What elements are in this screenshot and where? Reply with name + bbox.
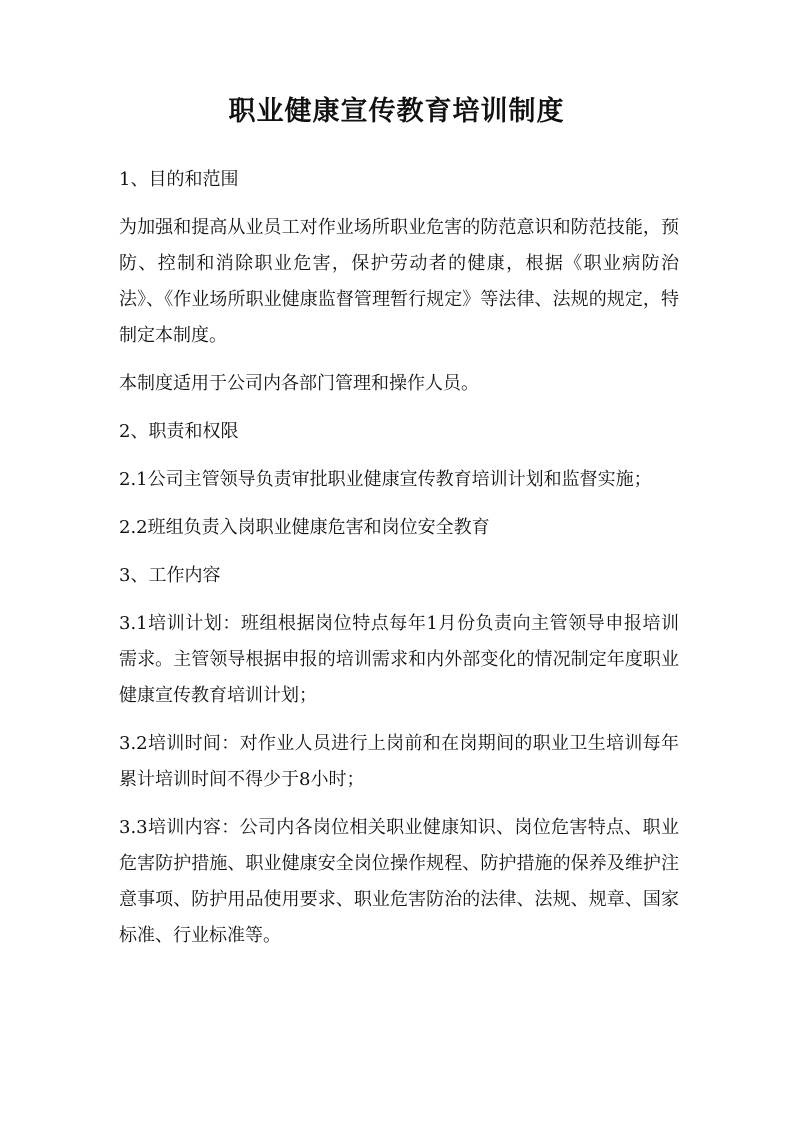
paragraph-scope: 本制度适用于公司内各部门管理和操作人员。: [119, 373, 479, 394]
document-title: 职业健康宣传教育培训制度: [228, 96, 565, 127]
paragraph-2-2: 2.2班组负责入岗职业健康危害和岗位安全教育: [119, 517, 490, 538]
document-body: [119, 162, 679, 966]
paragraph-3-1: 3.1培训计划：班组根据岗位特点每年1月份负责向主管领导申报培训需求。主管领导根据申报的培训需求和内外部变化的情况制定年度职业健康宣传教育培训计划；: [119, 613, 679, 706]
paragraph-3-2: 3.2培训时间：对作业人员进行上岗前和在岗期间的职业卫生培训每年累计培训时间不得少于8小时；: [119, 733, 679, 790]
section-heading-work-content: 3、工作内容: [119, 565, 221, 586]
section-heading-responsibilities: 2、职责和权限: [119, 421, 239, 442]
section-heading-purpose: 1、目的和范围: [119, 169, 239, 190]
paragraph-3-3: 3.3培训内容：公司内各岗位相关职业健康知识、岗位危害特点、职业危害防护措施、职业健康安全岗位操作规程、防护措施的保养及维护注意事项、防护用品使用要求、职业危害防治的法律、法规、规章、国家标准、行业标准等。: [119, 817, 679, 946]
paragraph-2-1: 2.1公司主管领导负责审批职业健康宣传教育培训计划和监督实施；: [119, 469, 652, 490]
paragraph-purpose: 为加强和提高从业员工对作业场所职业危害的防范意识和防范技能，预防、控制和消除职业危害，保护劳动者的健康，根据《职业病防治法》、《作业场所职业健康监督管理暂行规定》等法律、法规的规定，特制定本制度。: [119, 217, 679, 346]
